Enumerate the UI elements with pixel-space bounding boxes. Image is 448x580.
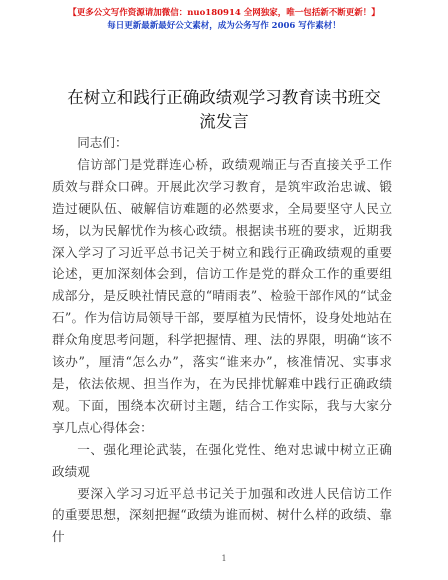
body-paragraph-intro: 信访部门是党群连心桥，政绩观端正与否直接关乎工作质效与群众口碑。开展此次学习教育，是筑牢政治忠诚、锻造过硬队伍、破解信访难题的必然要求，全局要坚守人民立场，以为民解忧作为核心政绩。根据读书班的要求，近期我深入学习了习近平总书记关于树立和践行正确政绩观的重要论述，更加深刻体会到，信访工作是党的群众工作的重要组成部分，是反映社情民意的“晴雨表”、检验干部作风的“试金石”。作为信访局领导干部，要厚植为民情怀，设身处地站在群众角度思考问题，科学把握情、理、法的界限，明确“该不该办”，厘清“怎么办”，落实“谁来办”，核准情况、实事求是，依法依规、担当作为，在为民排忧解难中践行正确政绩观。下面，围绕本次研讨主题，结合工作实际，我与大家分享几点心得体会： <box>52 156 392 435</box>
salutation: 同志们： <box>77 135 128 150</box>
document-title: 在树立和践行正确政绩观学习教育读书班交流发言 <box>67 88 381 131</box>
section-heading-1: 一、强化理论武装，在强化党性、绝对忠诚中树立正确政绩观 <box>52 441 392 479</box>
promo-banner-line-1: 【更多公文写作资源请加微信：nuo180914 全网独家，唯一包括新不断更新！】 <box>68 8 380 18</box>
document-body <box>52 132 392 548</box>
page-number: 1 <box>221 554 227 563</box>
promo-banner-line-2: 每日更新最新最好公文素材，成为公务写作 2006 写作素材！ <box>107 21 341 31</box>
body-paragraph-section-1: 要深入学习习近平总书记关于加强和改进人民信访工作的重要思想，深刻把握“政绩为谁而树、树什么样的政绩、靠什 <box>52 485 392 545</box>
